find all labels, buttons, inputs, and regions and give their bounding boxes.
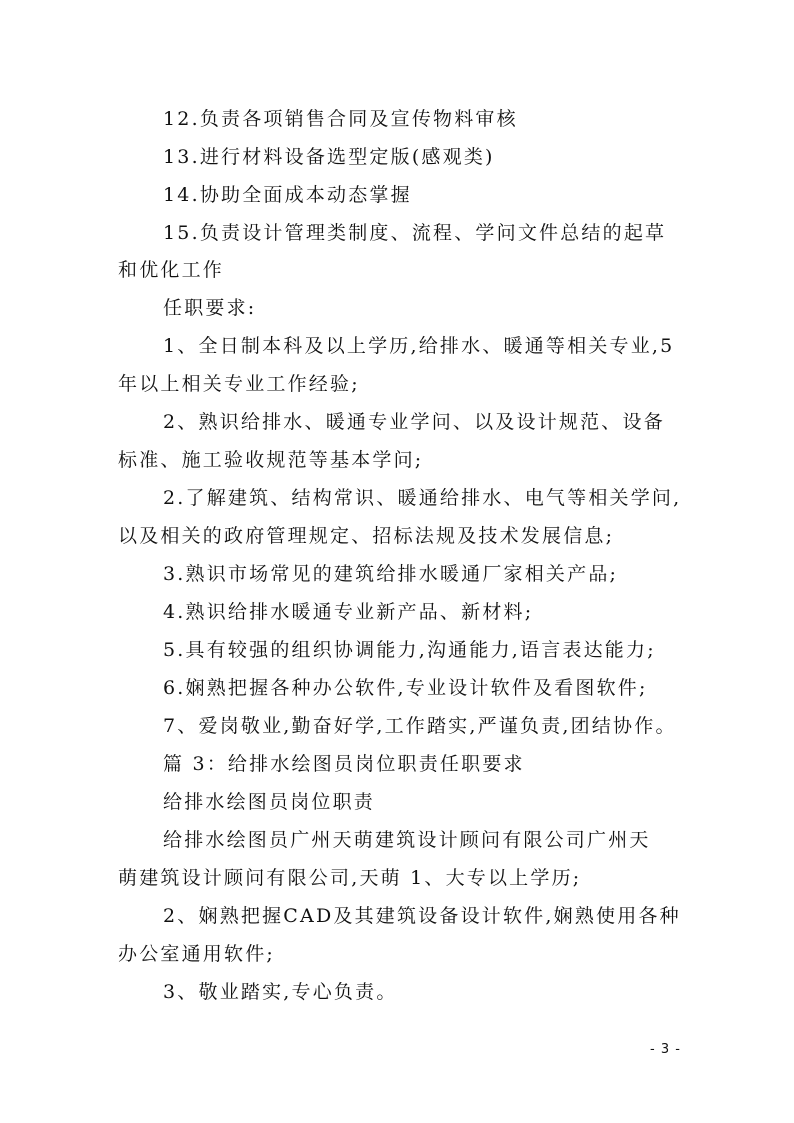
text-line: 给排水绘图员广州天萌建筑设计顾问有限公司广州天 (163, 829, 651, 851)
text-line: 15.负责设计管理类制度、流程、学问文件总结的起草 (163, 222, 667, 244)
text-line: 2.了解建筑、结构常识、暖通给排水、电气等相关学问, (163, 487, 682, 509)
text-line: 萌建筑设计顾问有限公司,天萌 1、大专以上学历; (118, 867, 582, 889)
text-line: 以及相关的政府管理规定、招标法规及技术发展信息; (118, 525, 615, 547)
text-line: 办公室通用软件; (118, 943, 276, 965)
text-line: 4.熟识给排水暖通专业新产品、新材料; (163, 601, 534, 623)
chapter-heading: 篇 3：给排水绘图员岗位职责任职要求 (163, 753, 525, 775)
text-line: 7、爱岗敬业,勤奋好学,工作踏实,严谨负责,团结协作。 (163, 715, 677, 737)
text-line: 12.负责各项销售合同及宣传物料审核 (163, 108, 518, 130)
text-line: 1、全日制本科及以上学历,给排水、暖通等相关专业,5 (163, 335, 675, 357)
page-number: - 3 - (650, 1042, 681, 1057)
text-line: 2、熟识给排水、暖通专业学问、以及设计规范、设备 (163, 411, 665, 433)
text-line: 和优化工作 (118, 259, 225, 281)
text-line: 标准、施工验收规范等基本学问; (118, 449, 424, 471)
text-line: 6.娴熟把握各种办公软件,专业设计软件及看图软件; (163, 677, 648, 699)
section-heading: 任职要求: (163, 297, 257, 319)
text-line: 2、娴熟把握CAD及其建筑设备设计软件,娴熟使用各种 (163, 905, 681, 927)
text-line: 14.协助全面成本动态掌握 (163, 184, 412, 206)
text-line: 3、敬业踏实,专心负责。 (163, 981, 398, 1003)
section-heading: 给排水绘图员岗位职责 (163, 791, 376, 813)
text-line: 5.具有较强的组织协调能力,沟通能力,语言表达能力; (163, 639, 656, 661)
text-line: 年以上相关专业工作经验; (118, 373, 360, 395)
text-line: 3.熟识市场常见的建筑给排水暖通厂家相关产品; (163, 563, 619, 585)
text-line: 13.进行材料设备选型定版(感观类) (163, 146, 495, 168)
